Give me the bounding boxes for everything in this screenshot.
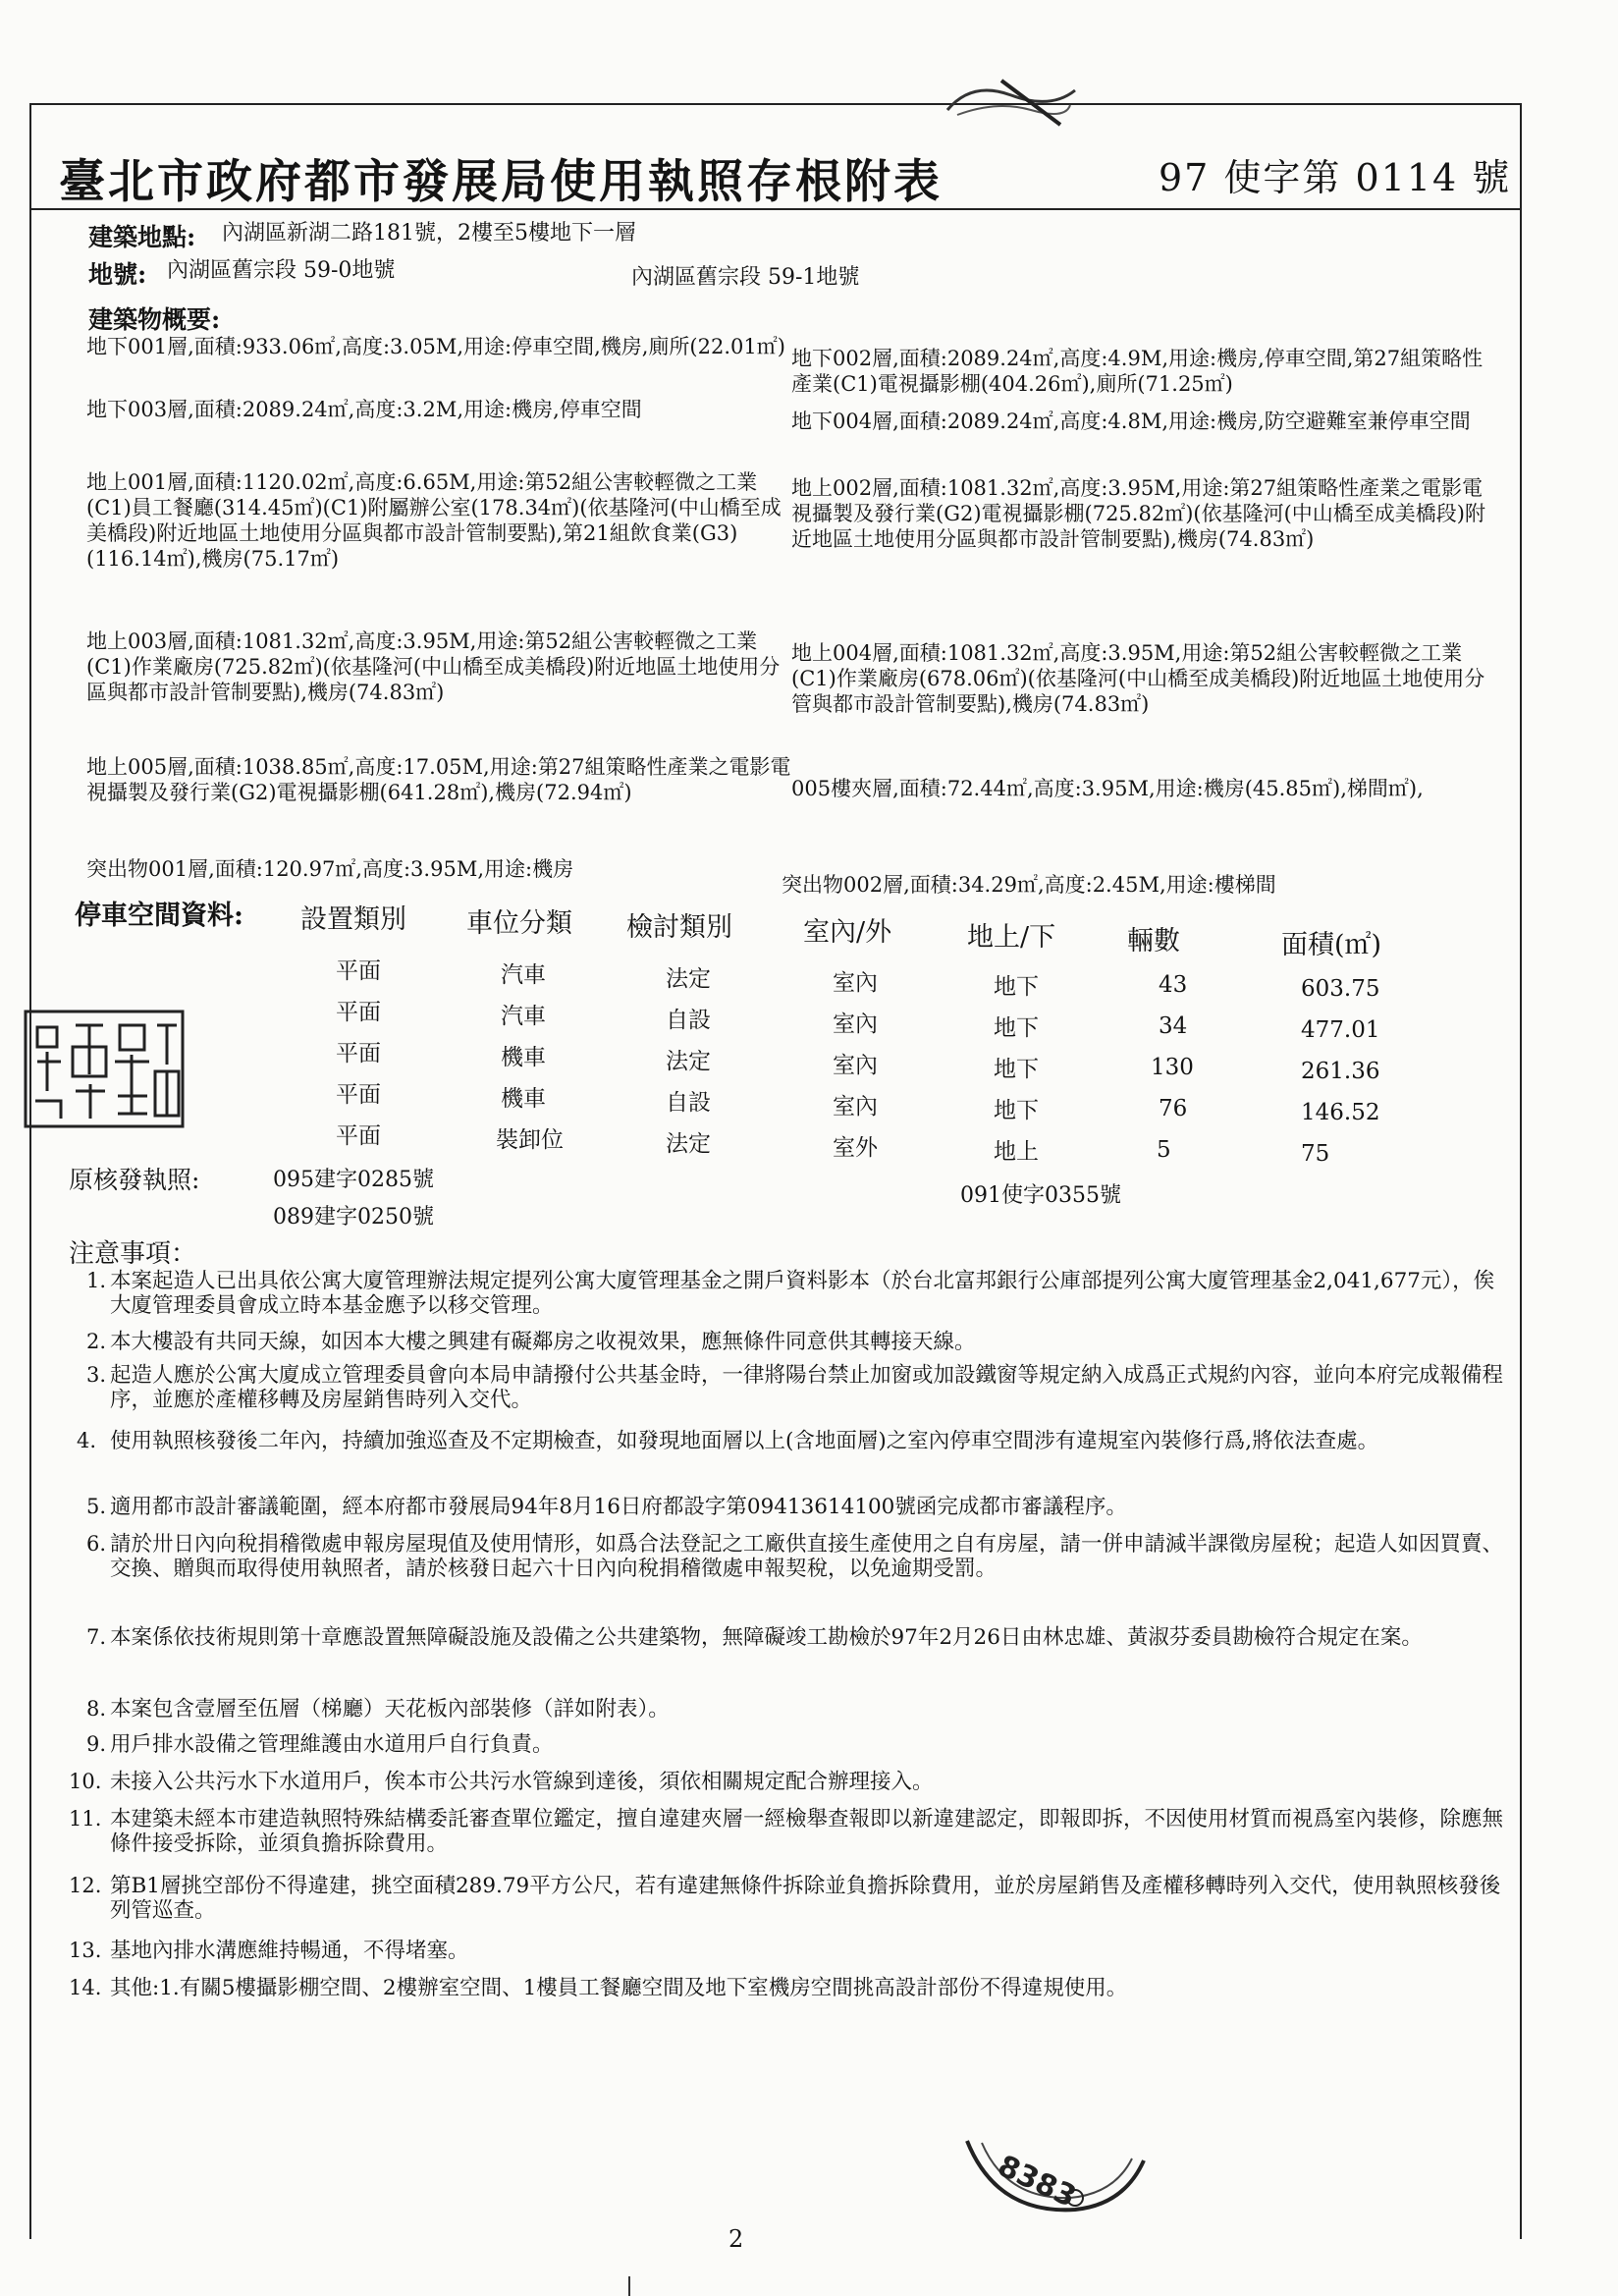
table-cell: 室內 [833,1094,878,1120]
note-item: 適用都市設計審議範圍，經本府都市發展局94年8月16日府都設字第09413614100號函完成都市審議程序。 [110,1495,1127,1519]
note-item: 基地內排水溝應維持暢通，不得堵塞。 [110,1939,469,1963]
table-cell: 130 [1151,1055,1194,1080]
note-number: 1. [86,1269,107,1292]
table-cell: 43 [1159,972,1188,998]
original-permit-label: 原核發執照: [69,1166,200,1194]
floor-f2: 地上002層,面積:1081.32㎡,高度:3.95M,用途:第27組策略性產業之電影電視攝製及發行業(G2)電視攝影棚(725.82㎡)(依基隆河(中山橋至成美橋段)附近地區土地使用分區與都市設計管制要點),機房(74.83㎡) [791,476,1485,551]
floor-r1: 突出物001層,面積:120.97㎡,高度:3.95M,用途:機房 [86,857,574,881]
floor-f4: 地上004層,面積:1081.32㎡,高度:3.95M,用途:第52組公害較輕微之工業(C1)作業廠房(678.06㎡)(依基隆河(中山橋至成美橋段)附近地區土地使用分管與都市設計管制要點),機房(74.83㎡) [791,641,1485,716]
note-number: 9. [86,1732,107,1756]
floor-b4: 地下004層,面積:2089.24㎡,高度:4.8M,用途:機房,防空避難室兼停車空間 [791,410,1471,433]
original-permit-item: 089建字0250號 [273,1205,434,1230]
scan-mark [628,2276,630,2296]
table-cell: 自設 [666,1090,711,1116]
table-cell: 地下 [994,1015,1039,1041]
notes-label: 注意事項： [69,1239,197,1269]
floor-b1: 地下001層,面積:933.06㎡,高度:3.05M,用途:停車空間,機房,廁所(22.01㎡) [86,335,785,358]
note-number: 6. [86,1532,107,1556]
floor-b3: 地下003層,面積:2089.24㎡,高度:3.2M,用途:機房,停車空間 [86,398,642,421]
note-item: 使用執照核發後二年內，持續加強巡查及不定期檢查，如發現地面層以上(含地面層)之室內停車空間涉有違規室內裝修行爲,將依法查處。 [110,1429,1379,1453]
lot-value-2: 內湖區舊宗段 59-1地號 [631,265,860,290]
table-cell: 法定 [666,966,711,992]
parking-label: 停車空間資料: [75,901,243,931]
note-item: 第B1層挑空部份不得違建，挑空面積289.79平方公尺，若有違建無條件拆除並負擔拆除費用，並於房屋銷售及產權移轉時列入交代，使用執照核發後列管巡查。 [110,1874,1501,1923]
table-cell: 34 [1159,1013,1188,1039]
table-cell: 法定 [666,1131,711,1157]
table-cell: 汽車 [501,1004,546,1029]
table-cell: 146.52 [1301,1100,1380,1125]
table-cell: 室內 [833,1011,878,1037]
note-item: 本案係依技術規則第十章應設置無障礙設施及設備之公共建築物，無障礙竣工勘檢於97年2月26日由林忠雄、黃淑芬委員勘檢符合規定在案。 [110,1625,1423,1650]
table-cell: 自設 [666,1008,711,1033]
note-number: 7. [86,1625,107,1649]
floor-f5: 地上005層,面積:1038.85㎡,高度:17.05M,用途:第27組策略性產業之電影電視攝製及發行業(G2)電視攝影棚(641.28㎡),機房(72.94㎡) [86,755,791,804]
parking-header: 輛數 [1127,926,1180,957]
floor-f3: 地上003層,面積:1081.32㎡,高度:3.95M,用途:第52組公害較輕微之工業(C1)作業廠房(725.82㎡)(依基隆河(中山橋至成美橋段)附近地區土地使用分區與都市設計管制要點),機房(74.83㎡) [86,629,781,704]
table-cell: 地上 [994,1139,1039,1165]
note-item: 未接入公共污水下水道用戶，俟本市公共污水管線到達後，須依相關規定配合辦理接入。 [110,1770,934,1794]
parking-header: 車位分類 [466,908,572,939]
note-item: 其他:1.有關5樓攝影棚空間、2樓辦室空間、1樓員工餐廳空間及地下室機房空間挑高設計部份不得違規使用。 [110,1976,1128,2000]
table-cell: 室外 [833,1135,878,1161]
overview-label: 建築物概要: [88,305,221,334]
parking-header: 檢討類別 [626,912,732,943]
page-number: 2 [728,2225,744,2253]
lot-value-1: 內湖區舊宗段 59-0地號 [167,258,396,283]
table-cell: 75 [1301,1141,1330,1167]
note-number: 8. [86,1697,107,1721]
table-cell: 機車 [501,1086,546,1112]
table-cell: 機車 [501,1045,546,1070]
table-cell: 261.36 [1301,1059,1380,1084]
table-cell: 平面 [336,1041,381,1066]
original-permit-item: 091使字0355號 [960,1183,1121,1208]
floor-f1: 地上001層,面積:1120.02㎡,高度:6.65M,用途:第52組公害較輕微之工業(C1)員工餐廳(314.45㎡)(C1)附屬辦公室(178.34㎡)(依基隆河(中山橋至成美橋段)附近地區土地使用分區與都市設計管制要點),第21組飲食業(G3)(116.14㎡),機房(75.17㎡) [86,470,782,571]
document-title: 臺北市政府都市發展局使用執照存根附表 [59,155,943,209]
table-cell: 平面 [336,958,381,984]
table-cell: 裝卸位 [496,1127,564,1153]
table-cell: 室內 [833,970,878,996]
table-cell: 平面 [336,1000,381,1025]
note-number: 11. [69,1807,102,1831]
note-number: 10. [69,1770,102,1793]
note-item: 本建築未經本市建造執照特殊結構委託審查單位鑑定，擅自違建夾層一經檢舉查報即以新違建認定，即報即拆，不因使用材質而視爲室內裝修，除應無條件接受拆除，並須負擔拆除費用。 [110,1807,1504,1856]
note-number: 3. [86,1363,107,1387]
table-cell: 室內 [833,1053,878,1078]
official-seal-icon [22,1008,187,1130]
svg-text:8383: 8383 [992,2149,1082,2215]
floor-f5-mezzanine: 005樓夾層,面積:72.44㎡,高度:3.95M,用途:機房(45.85㎡),梯間㎡), [791,777,1424,800]
note-number: 12. [69,1874,102,1897]
note-item: 本案包含壹層至伍層（梯廳）天花板內部裝修（詳如附表）。 [110,1697,670,1722]
note-item: 用戶排水設備之管理維護由水道用戶自行負責。 [110,1732,554,1757]
stamp-mark-top [943,71,1080,130]
table-cell: 法定 [666,1049,711,1074]
table-cell: 477.01 [1301,1017,1380,1043]
parking-header: 地上/下 [967,922,1056,953]
note-number: 4. [77,1429,97,1452]
table-cell: 地下 [994,974,1039,1000]
table-cell: 5 [1157,1137,1171,1163]
parking-header: 設置類別 [300,904,406,935]
note-number: 13. [69,1939,102,1962]
document-number: 97 使字第 0114 號 [1159,156,1512,199]
parking-header: 面積(㎡) [1281,930,1382,960]
floor-r2: 突出物002層,面積:34.29㎡,高度:2.45M,用途:樓梯間 [782,873,1276,897]
title-divider [29,208,1522,210]
parking-header: 室內/外 [803,917,892,948]
note-number: 5. [86,1495,107,1518]
table-cell: 76 [1159,1096,1188,1121]
table-cell: 汽車 [501,962,546,988]
note-item: 本大樓設有共同天線，如因本大樓之興建有礙鄰房之收視效果，應無條件同意供其轉接天線。 [110,1330,976,1354]
lot-label: 地號: [88,260,147,289]
table-cell: 地下 [994,1057,1039,1082]
original-permit-item: 095建字0285號 [273,1168,434,1192]
table-cell: 603.75 [1301,976,1380,1002]
round-stamp-icon [957,2121,1154,2219]
table-cell: 地下 [994,1098,1039,1123]
note-item: 請於卅日內向稅捐稽徵處申報房屋現值及使用情形，如爲合法登記之工廠供直接生產使用之自有房屋，請一併申請減半課徵房屋稅；起造人如因買賣、交換、贈與而取得使用執照者，請於核發日起六十日內向稅捐稽徵處申報契稅，以免逾期受罰。 [110,1532,1504,1581]
site-label: 建築地點: [88,223,196,251]
note-item: 起造人應於公寓大廈成立管理委員會向本局申請撥付公共基金時，一律將陽台禁止加窗或加設鐵窗等規定納入成爲正式規約內容，並向本府完成報備程序，並應於產權移轉及房屋銷售時列入交代。 [110,1363,1504,1412]
note-number: 2. [86,1330,107,1353]
table-cell: 平面 [336,1082,381,1108]
note-item: 本案起造人已出具依公寓大廈管理辦法規定提列公寓大廈管理基金之開戶資料影本（於台北富邦銀行公庫部提列公寓大廈管理基金2,041,677元），俟大廈管理委員會成立時本基金應予以移交管理。 [110,1269,1495,1318]
site-value: 內湖區新湖二路181號，2樓至5樓地下一層 [222,221,636,246]
note-number: 14. [69,1976,102,1999]
floor-b2: 地下002層,面積:2089.24㎡,高度:4.9M,用途:機房,停車空間,第27組策略性產業(C1)電視攝影棚(404.26㎡),廁所(71.25㎡) [791,347,1483,396]
table-cell: 平面 [336,1123,381,1149]
